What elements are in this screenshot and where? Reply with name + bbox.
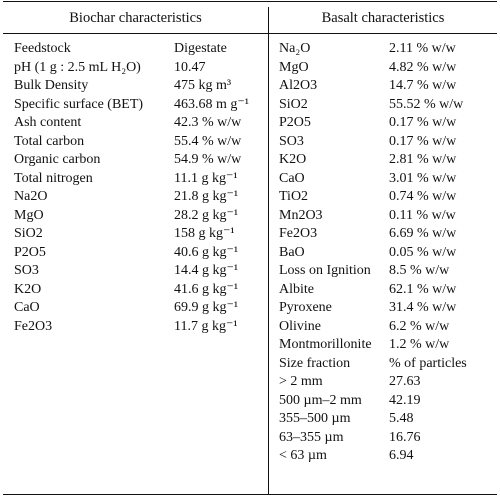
biochar-row-value: 475 kg m³ [174,78,232,93]
biochar-row [14,299,264,318]
biochar-row-value: 14.4 g kg⁻¹ [174,263,239,278]
basalt-row [279,133,497,152]
basalt-row [279,244,497,263]
biochar-row [14,225,264,244]
table-top-rule [3,1,497,2]
basalt-row-value: 55.52 % w/w [389,96,464,112]
basalt-row [279,225,497,244]
biochar-row-value: 41.6 g kg⁻¹ [174,281,239,297]
basalt-row [279,392,497,411]
biochar-row-label: CaO [14,300,40,315]
basalt-row-label: BaO [279,244,305,260]
biochar-row [14,244,264,263]
biochar-row-value: 11.1 g kg⁻¹ [174,170,238,186]
biochar-row-label: Na2O [14,189,48,204]
basalt-row-value: 4.82 % w/w [389,59,457,75]
biochar-row [14,133,264,152]
basalt-row-label: P2O5 [279,115,311,130]
biochar-row-label: P2O5 [14,244,46,260]
basalt-row [279,114,497,133]
biochar-row-value: 158 g kg⁻¹ [174,226,235,241]
biochar-column [14,40,264,336]
basalt-row-value: 1.2 % w/w [389,337,450,352]
basalt-row-label: MgO [279,59,309,75]
biochar-header: Biochar characteristics [69,10,202,26]
basalt-row-value: 3.01 % w/w [389,170,457,186]
biochar-row-value: 54.9 % w/w [174,152,242,167]
basalt-row-label: Loss on Ignition [279,263,371,278]
biochar-row [14,114,264,133]
biochar-row [14,170,264,189]
basalt-row [279,410,497,429]
basalt-row-value: 0.74 % w/w [389,189,457,204]
biochar-row-value: 69.9 g kg⁻¹ [174,300,239,315]
basalt-row-value: 0.05 % w/w [389,244,457,260]
biochar-row-value: 463.68 m g⁻¹ [174,96,249,112]
biochar-row-label: SiO2 [14,226,43,241]
basalt-row-value: 0.11 % w/w [389,207,456,223]
biochar-row-label: Total carbon [14,133,85,149]
basalt-row-label: K2O [279,152,307,167]
basalt-row-label: Pyroxene [279,300,332,315]
basalt-row [279,336,497,355]
basalt-row-label: Albite [279,281,314,297]
header-rule [3,33,497,34]
basalt-row-value: 27.63 [389,374,421,389]
basalt-row-label: Olivine [279,318,321,334]
basalt-column [279,40,497,466]
basalt-row-label: Fe2O3 [279,226,318,241]
biochar-row-value: 40.6 g kg⁻¹ [174,244,239,260]
basalt-row [279,96,497,115]
basalt-row [279,299,497,318]
basalt-row-value: 6.69 % w/w [389,226,457,241]
basalt-row-label: Montmorillonite [279,337,372,352]
basalt-row-value: 2.81 % w/w [389,152,457,167]
biochar-row-label: Ash content [14,115,82,130]
biochar-row [14,318,264,337]
basalt-row-value: 62.1 % w/w [389,281,457,297]
basalt-row-value: 31.4 % w/w [389,300,457,315]
basalt-row-value: 16.76 [389,429,421,445]
table-bottom-rule [3,494,497,495]
basalt-row [279,281,497,300]
basalt-row [279,207,497,226]
basalt-row-value: 0.17 % w/w [389,133,457,149]
biochar-row-value: Digestate [174,41,227,56]
basalt-row-label: 63–355 µm [279,429,344,445]
biochar-row-label: Total nitrogen [14,170,93,186]
basalt-row [279,318,497,337]
basalt-row-label: 355–500 µm [279,411,351,426]
basalt-row-value: 6.2 % w/w [389,318,450,334]
biochar-row-label: Fe2O3 [14,318,53,334]
basalt-header: Basalt characteristics [321,10,445,26]
basalt-row [279,429,497,448]
biochar-row [14,96,264,115]
basalt-row-label: Size fraction [279,355,351,371]
basalt-row-label: SiO2 [279,96,308,112]
basalt-row-label: TiO2 [279,189,309,204]
basalt-row [279,447,497,466]
basalt-row-value: 2.11 % w/w [389,41,456,56]
biochar-row [14,40,264,59]
basalt-row-value: 0.17 % w/w [389,115,457,130]
biochar-row [14,188,264,207]
biochar-row-label: SO3 [14,263,39,278]
basalt-row [279,151,497,170]
basalt-row [279,59,497,78]
basalt-row [279,355,497,374]
basalt-row [279,77,497,96]
basalt-row-label: Mn2O3 [279,207,323,223]
basalt-row-value: 5.48 [389,411,414,426]
biochar-row-label: Feedstock [14,41,71,56]
biochar-row [14,207,264,226]
basalt-row-label: SO3 [279,133,304,149]
basalt-row-label: CaO [279,170,305,186]
biochar-row-value: 55.4 % w/w [174,133,242,149]
basalt-row-value: 14.7 % w/w [389,78,457,93]
biochar-row-value: 11.7 g kg⁻¹ [174,318,238,334]
basalt-row-value: % of particles [389,355,467,371]
biochar-row [14,281,264,300]
biochar-row-label: K2O [14,281,42,297]
biochar-row-label: MgO [14,207,44,223]
biochar-row [14,59,264,78]
biochar-row-value: 42.3 % w/w [174,115,242,130]
basalt-row-label: Al2O3 [279,78,318,93]
basalt-row [279,262,497,281]
basalt-row [279,40,497,59]
biochar-row-label: Bulk Density [14,78,89,93]
biochar-row-label: Specific surface (BET) [14,96,144,112]
biochar-row-value: 28.2 g kg⁻¹ [174,207,239,223]
basalt-row-value: 8.5 % w/w [389,263,450,278]
basalt-row-value: 42.19 [389,392,421,408]
biochar-row [14,262,264,281]
biochar-row-value: 21.8 g kg⁻¹ [174,189,239,204]
basalt-row [279,373,497,392]
biochar-row [14,151,264,170]
biochar-row-label: Organic carbon [14,152,101,167]
basalt-row-label: > 2 mm [279,374,323,389]
biochar-row-value: 10.47 [174,59,206,75]
basalt-row-label: Na₂O [279,41,311,56]
basalt-row-value: 6.94 [389,448,414,463]
biochar-row-label: pH (1 g : 2.5 mL H₂O) [14,59,141,75]
column-divider [268,7,269,494]
basalt-row [279,188,497,207]
biochar-row [14,77,264,96]
basalt-row-label: 500 µm–2 mm [279,392,362,408]
basalt-row-label: < 63 µm [279,448,327,463]
basalt-row [279,170,497,189]
